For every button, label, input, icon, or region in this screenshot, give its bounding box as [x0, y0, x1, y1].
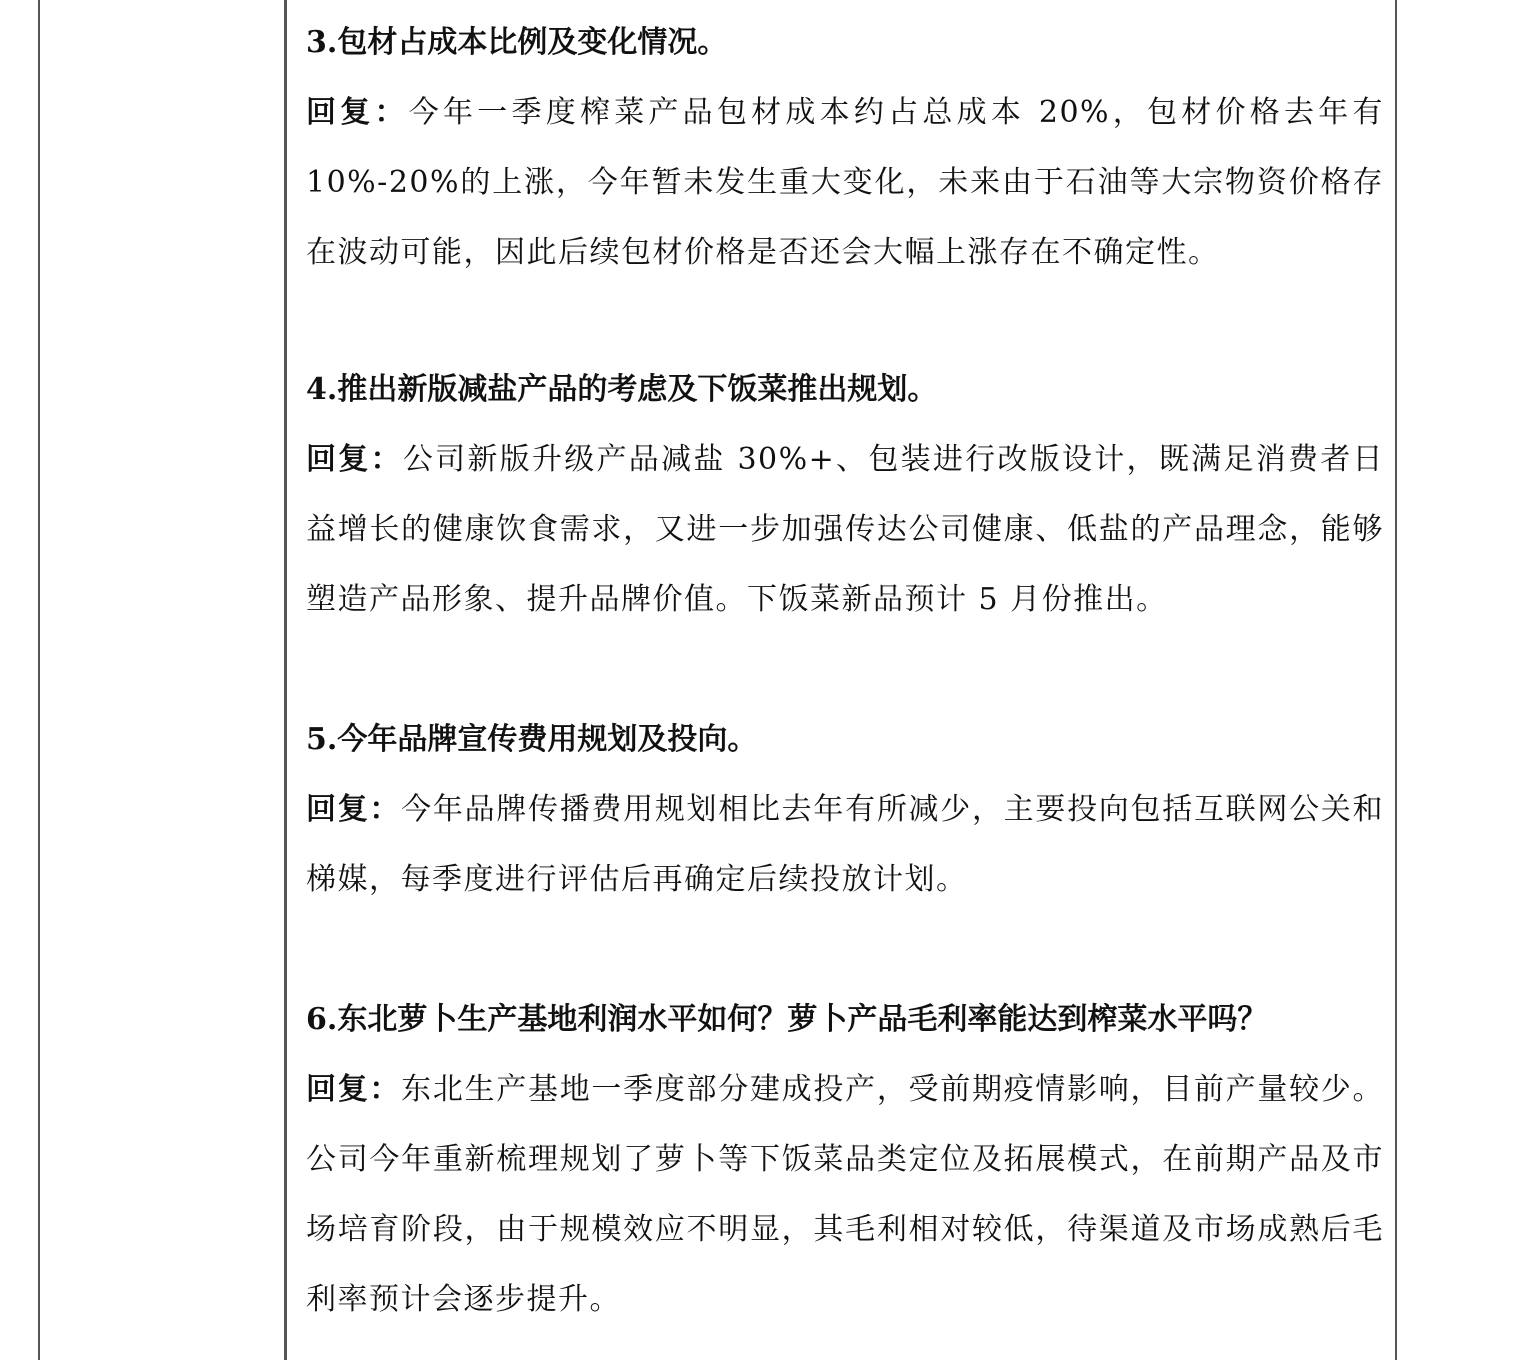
answer-text: 今年一季度榨菜产品包材成本约占总成本 20%，包材价格去年有10%-20%的上涨，今年暂未发生重大变化，未来由于石油等大宗物资价格存在波动可能，因此后续包材价格是否还会大幅上涨存在不确定性。 [306, 95, 1385, 270]
content-column-cell [290, 0, 1395, 1360]
answer-paragraph [306, 775, 1384, 915]
answer-paragraph [306, 425, 1384, 635]
question-heading: 5.今年品牌宣传费用规划及投向。 [306, 722, 758, 757]
qa-item-6 [306, 985, 1384, 1335]
answer-label: 回复： [306, 442, 403, 477]
answer-paragraph [306, 1055, 1384, 1335]
answer-label: 回复： [306, 95, 409, 130]
answer-label: 回复： [306, 1072, 402, 1107]
answer-paragraph [306, 78, 1384, 288]
question-heading: 4.推出新版减盐产品的考虑及下饭菜推出规划。 [306, 372, 938, 407]
answer-text: 东北生产基地一季度部分建成投产，受前期疫情影响，目前产量较少。公司今年重新梳理规划了萝卜等下饭菜品类定位及拓展模式，在前期产品及市场培育阶段，由于规模效应不明显，其毛利相对较低，待渠道及市场成熟后毛利率预计会逐步提升。 [306, 1072, 1385, 1317]
question-heading: 3.包材占成本比例及变化情况。 [306, 25, 728, 60]
question-heading: 6.东北萝卜生产基地利润水平如何？萝卜产品毛利率能达到榨菜水平吗？ [306, 1002, 1268, 1037]
document-table [38, 0, 1397, 1360]
answer-text: 今年品牌传播费用规划相比去年有所减少，主要投向包括互联网公关和梯媒，每季度进行评估后再确定后续投放计划。 [306, 792, 1385, 897]
qa-item-4 [306, 355, 1384, 635]
left-column-cell [40, 0, 287, 1360]
answer-text: 公司新版升级产品减盐 30%+、包装进行改版设计，既满足消费者日益增长的健康饮食需求，又进一步加强传达公司健康、低盐的产品理念，能够塑造产品形象、提升品牌价值。下饭菜新品预计 5 月份推出。 [306, 442, 1384, 617]
qa-item-3 [306, 8, 1384, 288]
answer-label: 回复： [306, 792, 402, 827]
qa-item-5 [306, 705, 1384, 915]
